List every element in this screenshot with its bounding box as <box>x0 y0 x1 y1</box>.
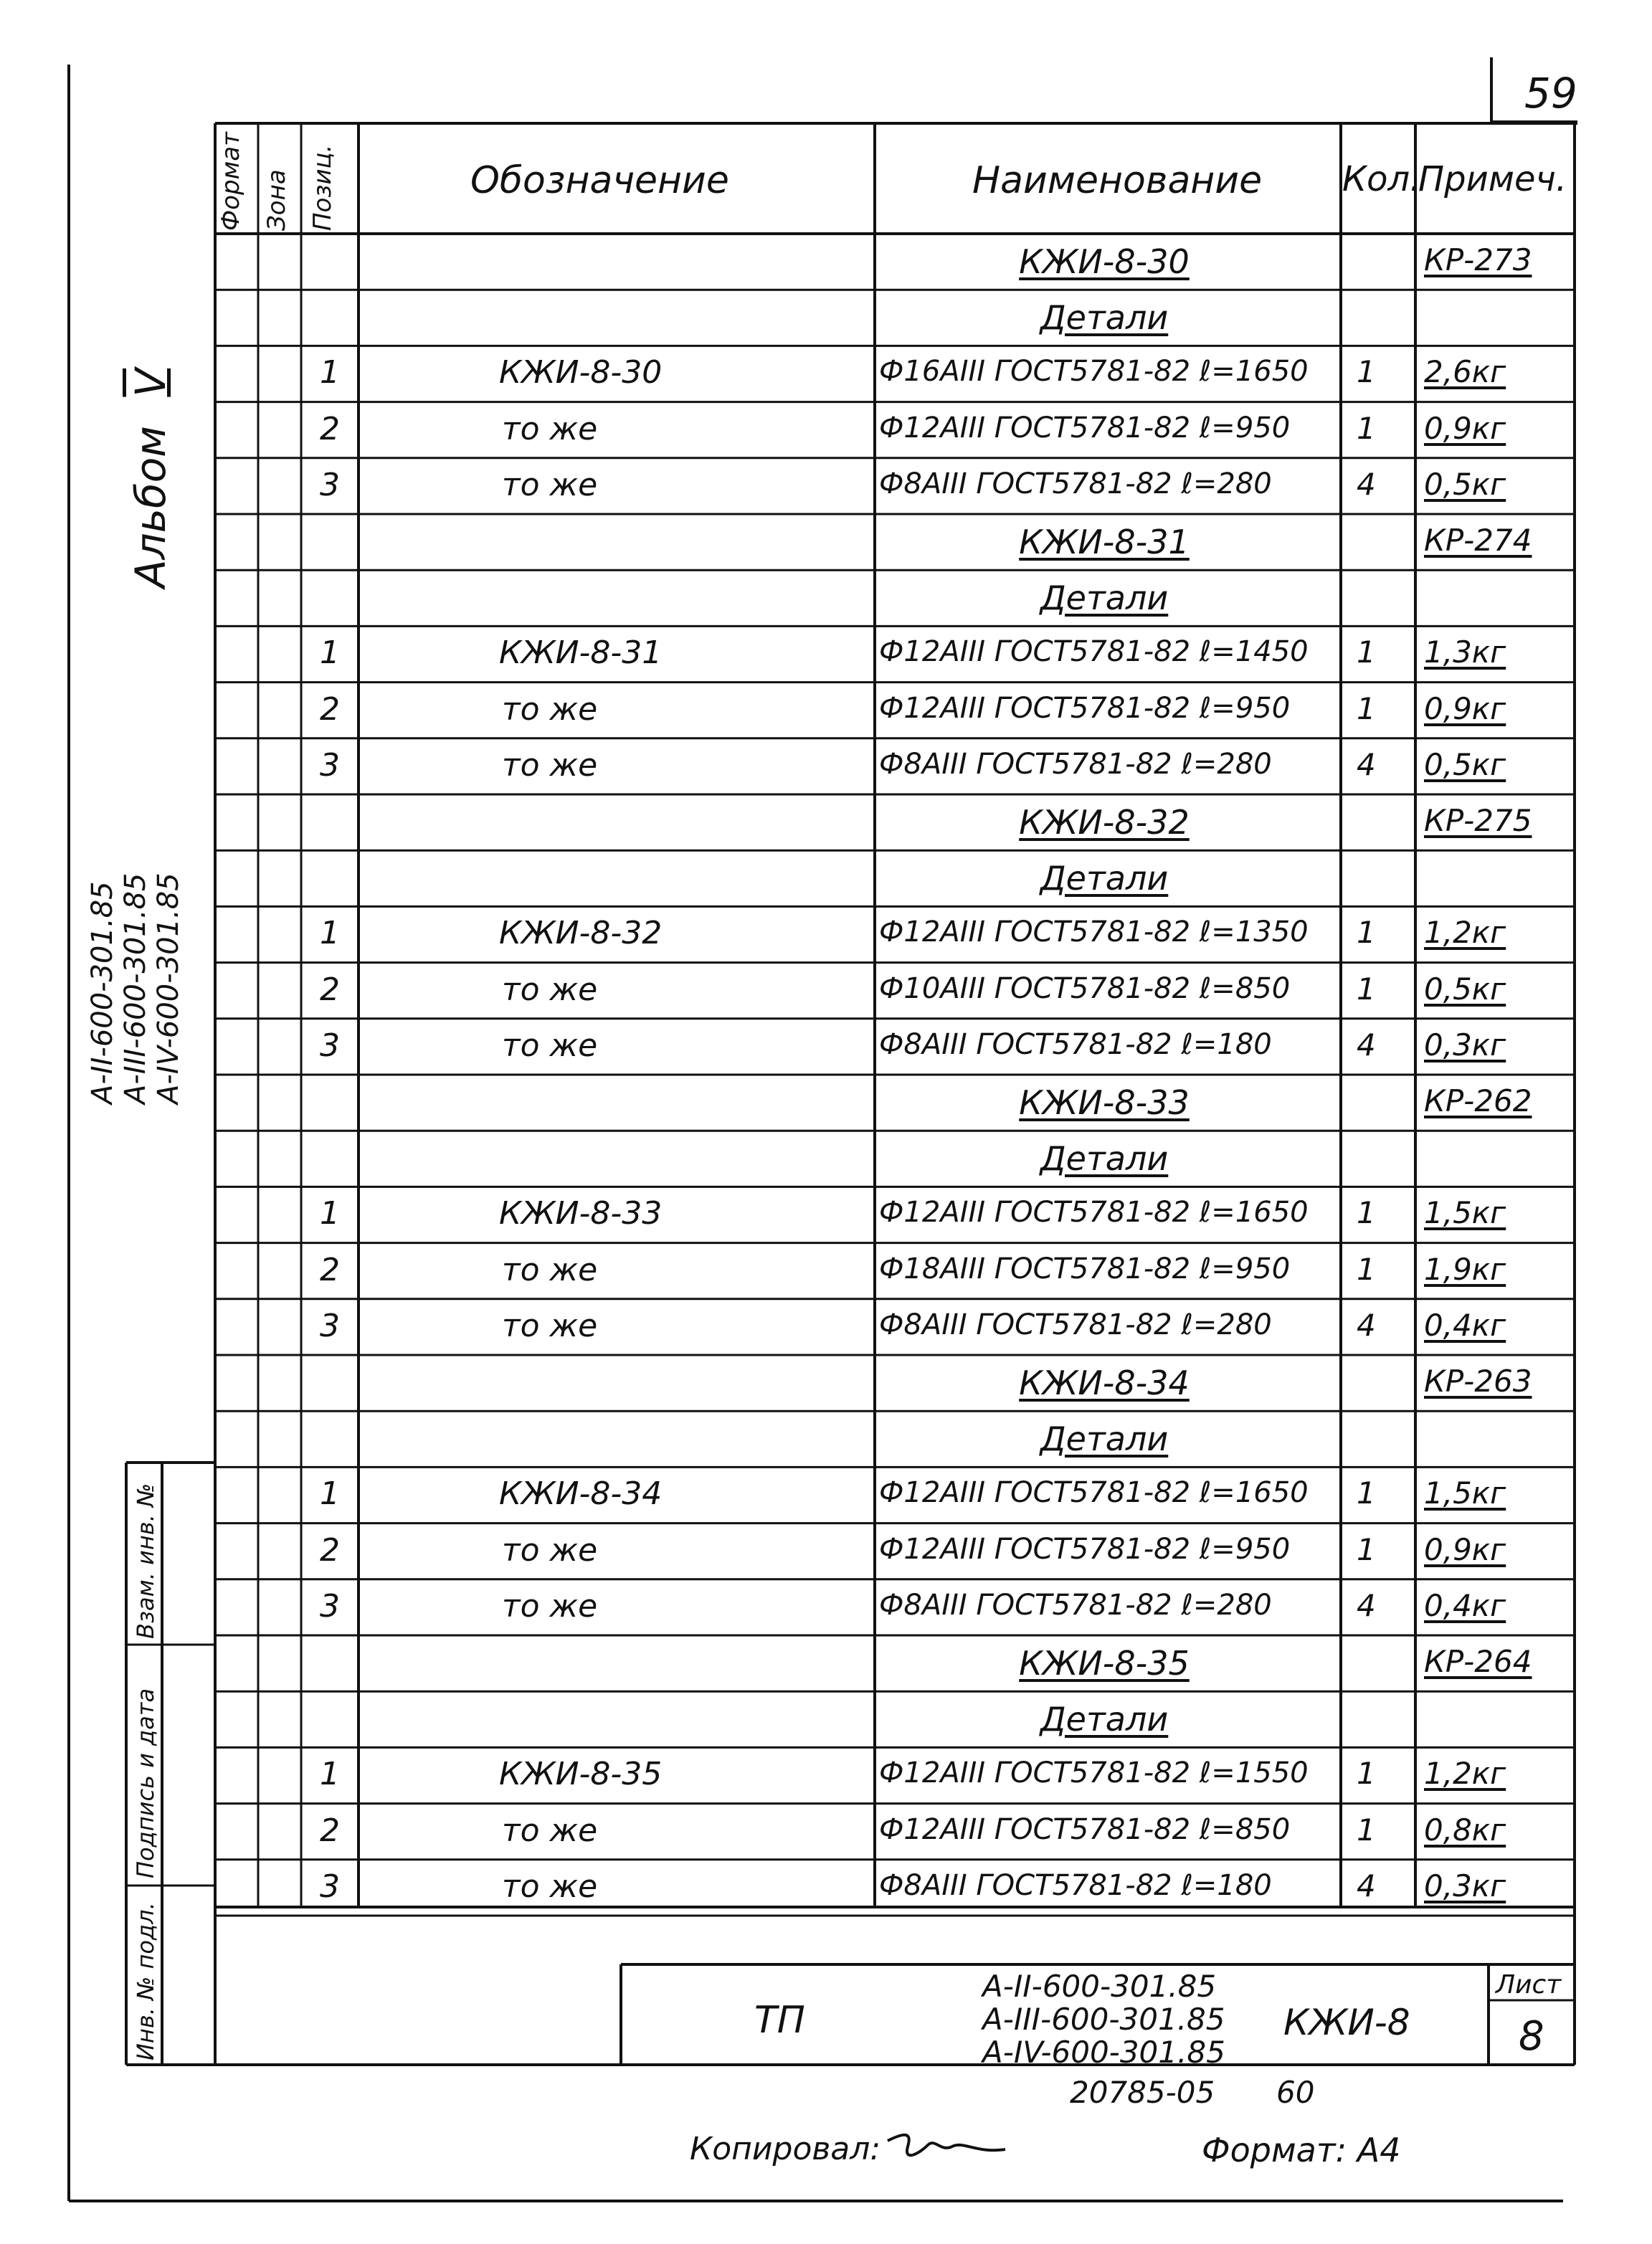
row-naimenovanie: КЖИ-8-33 <box>1019 1083 1190 1122</box>
title-block-series-2: А-III-600-301.85 <box>982 2002 1225 2037</box>
row-oboznachenie: КЖИ-8-32 <box>499 915 663 952</box>
row-naimenovanie: Ф8АIII ГОСТ5781-82 ℓ=180 <box>879 1027 1272 1061</box>
header-zona: Зона <box>262 169 291 231</box>
row-kol: 1 <box>1357 1251 1376 1287</box>
row-naimenovanie: Ф8АIII ГОСТ5781-82 ℓ=180 <box>879 1868 1272 1902</box>
row-poz: 2 <box>320 1251 340 1288</box>
row-poz: 2 <box>320 690 340 728</box>
row-primech: 0,4кг <box>1424 1587 1506 1623</box>
row-kol: 1 <box>1357 1475 1376 1511</box>
row-primech: КР-262 <box>1424 1083 1532 1118</box>
row-naimenovanie: Ф12АIII ГОСТ5781-82 ℓ=1650 <box>879 1196 1309 1230</box>
row-naimenovanie: Ф8АIII ГОСТ5781-82 ℓ=280 <box>879 1588 1272 1622</box>
footer-doc-number: 20785-05 <box>1070 2075 1215 2110</box>
row-poz: 3 <box>320 1027 340 1064</box>
page-number: 59 <box>1524 69 1577 118</box>
row-kol: 1 <box>1357 915 1376 951</box>
row-primech: 0,5кг <box>1424 746 1506 782</box>
row-kol: 1 <box>1357 971 1376 1007</box>
row-naimenovanie: Ф8АIII ГОСТ5781-82 ℓ=280 <box>879 1308 1272 1341</box>
row-oboznachenie: то же <box>502 410 598 447</box>
row-primech: 0,4кг <box>1424 1307 1506 1343</box>
title-block-sheet-label: Лист <box>1496 1970 1562 2000</box>
header-naimenovanie: Наименование <box>972 159 1263 202</box>
row-primech: 0,3кг <box>1424 1027 1506 1062</box>
row-naimenovanie: Ф18АIII ГОСТ5781-82 ℓ=950 <box>879 1252 1291 1285</box>
row-oboznachenie: то же <box>502 1251 598 1288</box>
row-poz: 3 <box>320 1868 340 1905</box>
header-kol: Кол. <box>1342 159 1421 199</box>
album-label-text: Альбом <box>126 426 175 588</box>
row-poz: 1 <box>320 634 340 672</box>
row-poz: 3 <box>320 746 340 784</box>
row-oboznachenie: то же <box>502 1531 598 1569</box>
row-primech: 1,2кг <box>1424 1756 1506 1792</box>
row-naimenovanie: КЖИ-8-35 <box>1019 1644 1190 1683</box>
row-primech: КР-275 <box>1424 803 1532 838</box>
row-poz: 1 <box>320 354 340 391</box>
copier-signature <box>883 2125 1012 2175</box>
title-block-sheet-number: 8 <box>1519 2013 1544 2060</box>
row-primech: 1,3кг <box>1424 634 1506 670</box>
row-primech: 0,3кг <box>1424 1868 1506 1903</box>
row-naimenovanie: КЖИ-8-32 <box>1019 803 1190 842</box>
row-poz: 1 <box>320 915 340 952</box>
row-poz: 1 <box>320 1756 340 1793</box>
row-naimenovanie: КЖИ-8-31 <box>1019 523 1190 561</box>
row-oboznachenie: КЖИ-8-34 <box>499 1475 663 1513</box>
row-kol: 1 <box>1357 410 1376 446</box>
row-oboznachenie: то же <box>502 746 598 784</box>
header-primech: Примеч. <box>1418 159 1567 199</box>
row-primech: 1,5кг <box>1424 1195 1506 1231</box>
row-kol: 4 <box>1357 466 1376 502</box>
row-kol: 1 <box>1357 354 1376 390</box>
row-kol: 1 <box>1357 1756 1376 1792</box>
row-oboznachenie: КЖИ-8-31 <box>499 634 663 672</box>
footer-format-label: Формат: А4 <box>1202 2131 1401 2169</box>
row-primech: 1,5кг <box>1424 1475 1506 1511</box>
row-kol: 4 <box>1357 1868 1376 1903</box>
row-oboznachenie: то же <box>502 1812 598 1849</box>
row-naimenovanie: Ф12АIII ГОСТ5781-82 ℓ=850 <box>879 1812 1291 1846</box>
row-primech: КР-263 <box>1424 1364 1532 1399</box>
row-primech: КР-273 <box>1424 242 1532 277</box>
title-block-series-3: А-IV-600-301.85 <box>982 2035 1225 2070</box>
row-naimenovanie: КЖИ-8-30 <box>1019 242 1190 281</box>
row-primech: 1,2кг <box>1424 915 1506 951</box>
row-poz: 3 <box>320 466 340 503</box>
row-kol: 4 <box>1357 1587 1376 1623</box>
row-poz: 2 <box>320 971 340 1008</box>
row-naimenovanie: Ф8АIII ГОСТ5781-82 ℓ=280 <box>879 747 1272 781</box>
row-primech: 0,8кг <box>1424 1812 1506 1848</box>
row-poz: 3 <box>320 1307 340 1344</box>
row-kol: 1 <box>1357 634 1376 670</box>
row-naimenovanie: Детали <box>1040 859 1169 898</box>
album-number: V <box>126 368 175 397</box>
row-naimenovanie: Ф12АIII ГОСТ5781-82 ℓ=1450 <box>879 635 1309 669</box>
footer-copied-label: Копировал: <box>690 2131 881 2167</box>
row-primech: 1,9кг <box>1424 1251 1506 1287</box>
row-kol: 1 <box>1357 1195 1376 1231</box>
stamp-inv-podl: Инв. № подл. <box>132 1902 159 2060</box>
row-naimenovanie: Детали <box>1040 579 1169 618</box>
row-kol: 4 <box>1357 1027 1376 1062</box>
row-primech: 0,5кг <box>1424 971 1506 1007</box>
row-kol: 1 <box>1357 1531 1376 1567</box>
row-kol: 1 <box>1357 1812 1376 1848</box>
row-naimenovanie: Детали <box>1040 298 1169 338</box>
stamp-vzam-inv: Взам. инв. № <box>132 1483 159 1639</box>
side-series-ref-1: А-II-600-301.85 <box>86 881 119 1104</box>
row-naimenovanie: Ф12АIII ГОСТ5781-82 ℓ=1350 <box>879 916 1309 949</box>
row-primech: 0,9кг <box>1424 410 1506 446</box>
row-poz: 2 <box>320 1531 340 1569</box>
header-poz: Позиц. <box>308 144 337 231</box>
title-block-mark: КЖИ-8 <box>1283 2002 1410 2043</box>
side-series-ref-3: А-IV-600-301.85 <box>152 873 185 1104</box>
header-oboznachenie: Обозначение <box>470 159 729 202</box>
row-naimenovanie: Ф10АIII ГОСТ5781-82 ℓ=850 <box>879 971 1291 1005</box>
title-block-series-1: А-II-600-301.85 <box>982 1969 1217 2004</box>
row-naimenovanie: Ф12АIII ГОСТ5781-82 ℓ=950 <box>879 691 1291 725</box>
row-poz: 1 <box>320 1195 340 1232</box>
row-primech: 0,9кг <box>1424 1531 1506 1567</box>
row-naimenovanie: Ф12АIII ГОСТ5781-82 ℓ=950 <box>879 411 1291 444</box>
row-naimenovanie: КЖИ-8-34 <box>1019 1364 1190 1402</box>
row-naimenovanie: Ф8АIII ГОСТ5781-82 ℓ=280 <box>879 467 1272 500</box>
row-naimenovanie: Ф16АIII ГОСТ5781-82 ℓ=1650 <box>879 355 1309 389</box>
row-oboznachenie: КЖИ-8-35 <box>499 1756 663 1793</box>
row-naimenovanie: Детали <box>1040 1700 1169 1739</box>
row-naimenovanie: Ф12АIII ГОСТ5781-82 ℓ=950 <box>879 1532 1291 1566</box>
row-primech: 2,6кг <box>1424 354 1506 390</box>
row-oboznachenie: то же <box>502 690 598 728</box>
row-poz: 2 <box>320 1812 340 1849</box>
side-series-ref-2: А-III-600-301.85 <box>119 873 152 1104</box>
row-naimenovanie: Детали <box>1040 1139 1169 1179</box>
row-oboznachenie: КЖИ-8-33 <box>499 1195 663 1232</box>
row-oboznachenie: то же <box>502 1868 598 1905</box>
row-poz: 3 <box>320 1587 340 1625</box>
row-poz: 1 <box>320 1475 340 1513</box>
footer-page-ref: 60 <box>1276 2075 1315 2110</box>
row-naimenovanie: Ф12АIII ГОСТ5781-82 ℓ=1550 <box>879 1756 1309 1790</box>
album-label <box>126 369 175 588</box>
row-kol: 4 <box>1357 746 1376 782</box>
row-kol: 1 <box>1357 690 1376 726</box>
row-oboznachenie: то же <box>502 466 598 503</box>
row-naimenovanie: Детали <box>1040 1420 1169 1459</box>
title-block-tp: ТП <box>754 1999 805 2042</box>
header-format: Формат <box>217 132 245 231</box>
stamp-podpis-data: Подпись и дата <box>132 1688 159 1878</box>
row-primech: 0,5кг <box>1424 466 1506 502</box>
row-oboznachenie: КЖИ-8-30 <box>499 354 663 391</box>
row-poz: 2 <box>320 410 340 447</box>
row-oboznachenie: то же <box>502 1587 598 1625</box>
row-primech: КР-274 <box>1424 523 1532 558</box>
row-oboznachenie: то же <box>502 1307 598 1344</box>
row-kol: 4 <box>1357 1307 1376 1343</box>
row-naimenovanie: Ф12АIII ГОСТ5781-82 ℓ=1650 <box>879 1476 1309 1510</box>
row-primech: КР-264 <box>1424 1644 1532 1679</box>
row-primech: 0,9кг <box>1424 690 1506 726</box>
row-oboznachenie: то же <box>502 971 598 1008</box>
row-oboznachenie: то же <box>502 1027 598 1064</box>
